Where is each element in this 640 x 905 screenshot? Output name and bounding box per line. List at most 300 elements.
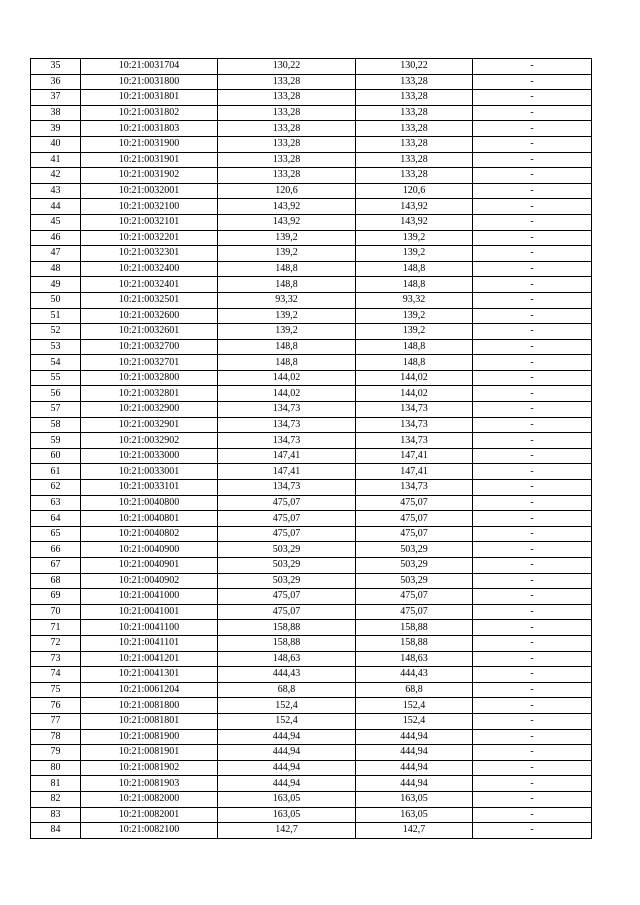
- note-cell: -: [473, 121, 592, 137]
- value-a-cell: 139,2: [218, 246, 356, 262]
- row-number-cell: 57: [31, 402, 81, 418]
- table-row: [31, 480, 592, 496]
- row-number-cell: 70: [31, 604, 81, 620]
- value-a-cell: 134,73: [218, 480, 356, 496]
- note-cell: -: [473, 214, 592, 230]
- row-number-cell: 58: [31, 417, 81, 433]
- value-a-cell: 68,8: [218, 682, 356, 698]
- value-a-cell: 444,94: [218, 729, 356, 745]
- cadastral-number-cell: 10:21:0061204: [81, 682, 218, 698]
- note-cell: -: [473, 511, 592, 527]
- note-cell: -: [473, 292, 592, 308]
- row-number-cell: 84: [31, 823, 81, 839]
- row-number-cell: 80: [31, 760, 81, 776]
- table-row: [31, 698, 592, 714]
- value-a-cell: 158,88: [218, 635, 356, 651]
- cadastral-number-cell: 10:21:0081900: [81, 729, 218, 745]
- table-row: [31, 74, 592, 90]
- value-b-cell: 139,2: [356, 324, 473, 340]
- row-number-cell: 73: [31, 651, 81, 667]
- cadastral-number-cell: 10:21:0031801: [81, 90, 218, 106]
- table-row: [31, 823, 592, 839]
- value-a-cell: 163,05: [218, 807, 356, 823]
- row-number-cell: 59: [31, 433, 81, 449]
- cadastral-number-cell: 10:21:0031900: [81, 136, 218, 152]
- table-row: [31, 511, 592, 527]
- cadastral-number-cell: 10:21:0032901: [81, 417, 218, 433]
- cadastral-number-cell: 10:21:0032601: [81, 324, 218, 340]
- cadastral-number-cell: 10:21:0041001: [81, 604, 218, 620]
- value-b-cell: 134,73: [356, 433, 473, 449]
- cadastral-number-cell: 10:21:0081903: [81, 776, 218, 792]
- value-b-cell: 444,94: [356, 760, 473, 776]
- row-number-cell: 39: [31, 121, 81, 137]
- note-cell: -: [473, 542, 592, 558]
- value-a-cell: 475,07: [218, 526, 356, 542]
- table-row: [31, 370, 592, 386]
- value-b-cell: 475,07: [356, 604, 473, 620]
- row-number-cell: 61: [31, 464, 81, 480]
- value-b-cell: 133,28: [356, 168, 473, 184]
- cadastral-number-cell: 10:21:0031800: [81, 74, 218, 90]
- value-a-cell: 133,28: [218, 90, 356, 106]
- value-a-cell: 148,63: [218, 651, 356, 667]
- note-cell: -: [473, 745, 592, 761]
- note-cell: -: [473, 823, 592, 839]
- table-row: [31, 760, 592, 776]
- value-b-cell: 163,05: [356, 791, 473, 807]
- note-cell: -: [473, 74, 592, 90]
- table-row: [31, 495, 592, 511]
- value-b-cell: 158,88: [356, 620, 473, 636]
- note-cell: -: [473, 713, 592, 729]
- cadastral-number-cell: 10:21:0040801: [81, 511, 218, 527]
- note-cell: -: [473, 370, 592, 386]
- cadastral-number-cell: 10:21:0040900: [81, 542, 218, 558]
- row-number-cell: 50: [31, 292, 81, 308]
- cadastral-number-cell: 10:21:0032400: [81, 261, 218, 277]
- value-b-cell: 142,7: [356, 823, 473, 839]
- note-cell: -: [473, 59, 592, 75]
- value-a-cell: 503,29: [218, 558, 356, 574]
- value-b-cell: 133,28: [356, 152, 473, 168]
- table-row: [31, 417, 592, 433]
- table-row: [31, 589, 592, 605]
- row-number-cell: 52: [31, 324, 81, 340]
- table-row: [31, 729, 592, 745]
- cadastral-number-cell: 10:21:0032401: [81, 277, 218, 293]
- value-a-cell: 143,92: [218, 214, 356, 230]
- row-number-cell: 56: [31, 386, 81, 402]
- row-number-cell: 45: [31, 214, 81, 230]
- cadastral-number-cell: 10:21:0040802: [81, 526, 218, 542]
- value-b-cell: 134,73: [356, 480, 473, 496]
- value-b-cell: 148,8: [356, 261, 473, 277]
- cadastral-number-cell: 10:21:0081902: [81, 760, 218, 776]
- table-row: [31, 183, 592, 199]
- row-number-cell: 43: [31, 183, 81, 199]
- cadastral-number-cell: 10:21:0041000: [81, 589, 218, 605]
- cadastral-number-cell: 10:21:0031802: [81, 105, 218, 121]
- table-row: [31, 448, 592, 464]
- table-row: [31, 620, 592, 636]
- value-b-cell: 475,07: [356, 526, 473, 542]
- value-b-cell: 133,28: [356, 74, 473, 90]
- note-cell: -: [473, 324, 592, 340]
- value-b-cell: 120,6: [356, 183, 473, 199]
- note-cell: -: [473, 480, 592, 496]
- cadastral-number-cell: 10:21:0032800: [81, 370, 218, 386]
- table-row: [31, 573, 592, 589]
- value-a-cell: 158,88: [218, 620, 356, 636]
- table-row: [31, 152, 592, 168]
- row-number-cell: 46: [31, 230, 81, 246]
- note-cell: -: [473, 152, 592, 168]
- row-number-cell: 51: [31, 308, 81, 324]
- value-a-cell: 148,8: [218, 355, 356, 371]
- table-row: [31, 713, 592, 729]
- note-cell: -: [473, 791, 592, 807]
- note-cell: -: [473, 199, 592, 215]
- row-number-cell: 40: [31, 136, 81, 152]
- value-a-cell: 134,73: [218, 402, 356, 418]
- value-a-cell: 152,4: [218, 713, 356, 729]
- note-cell: -: [473, 308, 592, 324]
- row-number-cell: 76: [31, 698, 81, 714]
- table-row: [31, 214, 592, 230]
- cadastral-number-cell: 10:21:0040800: [81, 495, 218, 511]
- table-row: [31, 542, 592, 558]
- value-a-cell: 133,28: [218, 74, 356, 90]
- note-cell: -: [473, 277, 592, 293]
- value-a-cell: 130,22: [218, 59, 356, 75]
- row-number-cell: 47: [31, 246, 81, 262]
- note-cell: -: [473, 495, 592, 511]
- value-a-cell: 147,41: [218, 448, 356, 464]
- value-b-cell: 144,02: [356, 370, 473, 386]
- value-b-cell: 158,88: [356, 635, 473, 651]
- value-a-cell: 134,73: [218, 417, 356, 433]
- value-b-cell: 133,28: [356, 121, 473, 137]
- value-a-cell: 93,32: [218, 292, 356, 308]
- cadastral-number-cell: 10:21:0081801: [81, 713, 218, 729]
- table-row: [31, 604, 592, 620]
- value-a-cell: 444,94: [218, 745, 356, 761]
- table-row: [31, 121, 592, 137]
- row-number-cell: 44: [31, 199, 81, 215]
- value-b-cell: 444,94: [356, 729, 473, 745]
- note-cell: -: [473, 386, 592, 402]
- table-row: [31, 745, 592, 761]
- cadastral-number-cell: 10:21:0032900: [81, 402, 218, 418]
- table-row: [31, 168, 592, 184]
- table-row: [31, 246, 592, 262]
- row-number-cell: 75: [31, 682, 81, 698]
- table-row: [31, 90, 592, 106]
- value-a-cell: 148,8: [218, 261, 356, 277]
- note-cell: -: [473, 136, 592, 152]
- value-b-cell: 143,92: [356, 214, 473, 230]
- value-b-cell: 444,43: [356, 667, 473, 683]
- value-b-cell: 152,4: [356, 698, 473, 714]
- value-a-cell: 133,28: [218, 168, 356, 184]
- cadastral-number-cell: 10:21:0032201: [81, 230, 218, 246]
- row-number-cell: 64: [31, 511, 81, 527]
- row-number-cell: 53: [31, 339, 81, 355]
- row-number-cell: 55: [31, 370, 81, 386]
- value-b-cell: 163,05: [356, 807, 473, 823]
- note-cell: -: [473, 667, 592, 683]
- value-b-cell: 133,28: [356, 105, 473, 121]
- cadastral-number-cell: 10:21:0032701: [81, 355, 218, 371]
- value-a-cell: 144,02: [218, 386, 356, 402]
- cadastral-number-cell: 10:21:0041301: [81, 667, 218, 683]
- value-a-cell: 133,28: [218, 121, 356, 137]
- row-number-cell: 83: [31, 807, 81, 823]
- cadastral-number-cell: 10:21:0041201: [81, 651, 218, 667]
- table-row: [31, 807, 592, 823]
- note-cell: -: [473, 448, 592, 464]
- note-cell: -: [473, 807, 592, 823]
- cadastral-number-cell: 10:21:0032100: [81, 199, 218, 215]
- note-cell: -: [473, 230, 592, 246]
- table-row: [31, 433, 592, 449]
- table-row: [31, 651, 592, 667]
- table-row: [31, 526, 592, 542]
- cadastral-number-cell: 10:21:0033101: [81, 480, 218, 496]
- value-a-cell: 133,28: [218, 105, 356, 121]
- row-number-cell: 78: [31, 729, 81, 745]
- value-b-cell: 503,29: [356, 558, 473, 574]
- value-a-cell: 152,4: [218, 698, 356, 714]
- note-cell: -: [473, 573, 592, 589]
- row-number-cell: 54: [31, 355, 81, 371]
- value-a-cell: 147,41: [218, 464, 356, 480]
- row-number-cell: 82: [31, 791, 81, 807]
- value-a-cell: 139,2: [218, 230, 356, 246]
- value-b-cell: 133,28: [356, 136, 473, 152]
- cadastral-number-cell: 10:21:0032600: [81, 308, 218, 324]
- row-number-cell: 63: [31, 495, 81, 511]
- value-b-cell: 130,22: [356, 59, 473, 75]
- value-a-cell: 134,73: [218, 433, 356, 449]
- note-cell: -: [473, 261, 592, 277]
- row-number-cell: 37: [31, 90, 81, 106]
- row-number-cell: 81: [31, 776, 81, 792]
- cadastral-number-cell: 10:21:0040901: [81, 558, 218, 574]
- cadastral-number-cell: 10:21:0041101: [81, 635, 218, 651]
- value-a-cell: 475,07: [218, 604, 356, 620]
- value-a-cell: 503,29: [218, 573, 356, 589]
- table-body: [31, 59, 592, 839]
- note-cell: -: [473, 760, 592, 776]
- value-a-cell: 142,7: [218, 823, 356, 839]
- note-cell: -: [473, 433, 592, 449]
- value-b-cell: 444,94: [356, 745, 473, 761]
- data-table: [30, 58, 592, 839]
- note-cell: -: [473, 526, 592, 542]
- value-a-cell: 475,07: [218, 511, 356, 527]
- value-b-cell: 139,2: [356, 308, 473, 324]
- cadastral-number-cell: 10:21:0032101: [81, 214, 218, 230]
- note-cell: -: [473, 355, 592, 371]
- note-cell: -: [473, 339, 592, 355]
- value-b-cell: 68,8: [356, 682, 473, 698]
- value-b-cell: 148,8: [356, 355, 473, 371]
- table-row: [31, 682, 592, 698]
- value-b-cell: 152,4: [356, 713, 473, 729]
- value-a-cell: 444,43: [218, 667, 356, 683]
- value-b-cell: 503,29: [356, 542, 473, 558]
- row-number-cell: 69: [31, 589, 81, 605]
- value-b-cell: 143,92: [356, 199, 473, 215]
- table-row: [31, 324, 592, 340]
- table-row: [31, 667, 592, 683]
- value-a-cell: 120,6: [218, 183, 356, 199]
- cadastral-number-cell: 10:21:0032501: [81, 292, 218, 308]
- note-cell: -: [473, 635, 592, 651]
- table-row: [31, 308, 592, 324]
- cadastral-number-cell: 10:21:0031901: [81, 152, 218, 168]
- value-b-cell: 134,73: [356, 402, 473, 418]
- row-number-cell: 74: [31, 667, 81, 683]
- value-b-cell: 139,2: [356, 246, 473, 262]
- cadastral-number-cell: 10:21:0032902: [81, 433, 218, 449]
- table-row: [31, 136, 592, 152]
- table-row: [31, 105, 592, 121]
- value-a-cell: 143,92: [218, 199, 356, 215]
- cadastral-number-cell: 10:21:0032301: [81, 246, 218, 262]
- row-number-cell: 49: [31, 277, 81, 293]
- row-number-cell: 62: [31, 480, 81, 496]
- note-cell: -: [473, 698, 592, 714]
- value-b-cell: 148,8: [356, 339, 473, 355]
- value-b-cell: 147,41: [356, 464, 473, 480]
- note-cell: -: [473, 90, 592, 106]
- value-a-cell: 133,28: [218, 152, 356, 168]
- row-number-cell: 41: [31, 152, 81, 168]
- value-b-cell: 93,32: [356, 292, 473, 308]
- note-cell: -: [473, 168, 592, 184]
- row-number-cell: 72: [31, 635, 81, 651]
- cadastral-number-cell: 10:21:0031704: [81, 59, 218, 75]
- note-cell: -: [473, 589, 592, 605]
- note-cell: -: [473, 402, 592, 418]
- note-cell: -: [473, 651, 592, 667]
- row-number-cell: 77: [31, 713, 81, 729]
- row-number-cell: 42: [31, 168, 81, 184]
- value-b-cell: 133,28: [356, 90, 473, 106]
- table-row: [31, 402, 592, 418]
- cadastral-number-cell: 10:21:0033000: [81, 448, 218, 464]
- value-b-cell: 139,2: [356, 230, 473, 246]
- row-number-cell: 79: [31, 745, 81, 761]
- value-b-cell: 144,02: [356, 386, 473, 402]
- table-row: [31, 339, 592, 355]
- value-b-cell: 148,8: [356, 277, 473, 293]
- note-cell: -: [473, 776, 592, 792]
- value-b-cell: 475,07: [356, 589, 473, 605]
- value-a-cell: 139,2: [218, 324, 356, 340]
- note-cell: -: [473, 604, 592, 620]
- value-b-cell: 503,29: [356, 573, 473, 589]
- cadastral-number-cell: 10:21:0082100: [81, 823, 218, 839]
- note-cell: -: [473, 183, 592, 199]
- value-a-cell: 144,02: [218, 370, 356, 386]
- note-cell: -: [473, 620, 592, 636]
- note-cell: -: [473, 682, 592, 698]
- value-b-cell: 475,07: [356, 511, 473, 527]
- table-row: [31, 776, 592, 792]
- value-b-cell: 148,63: [356, 651, 473, 667]
- value-b-cell: 134,73: [356, 417, 473, 433]
- table-row: [31, 277, 592, 293]
- value-a-cell: 139,2: [218, 308, 356, 324]
- value-a-cell: 475,07: [218, 589, 356, 605]
- cadastral-number-cell: 10:21:0032700: [81, 339, 218, 355]
- value-a-cell: 133,28: [218, 136, 356, 152]
- table-row: [31, 230, 592, 246]
- cadastral-number-cell: 10:21:0081800: [81, 698, 218, 714]
- table-row: [31, 791, 592, 807]
- cadastral-number-cell: 10:21:0032801: [81, 386, 218, 402]
- value-a-cell: 148,8: [218, 339, 356, 355]
- row-number-cell: 65: [31, 526, 81, 542]
- table-row: [31, 355, 592, 371]
- value-a-cell: 444,94: [218, 760, 356, 776]
- row-number-cell: 66: [31, 542, 81, 558]
- value-b-cell: 147,41: [356, 448, 473, 464]
- table-row: [31, 386, 592, 402]
- row-number-cell: 36: [31, 74, 81, 90]
- note-cell: -: [473, 464, 592, 480]
- value-a-cell: 163,05: [218, 791, 356, 807]
- table-row: [31, 261, 592, 277]
- note-cell: -: [473, 729, 592, 745]
- row-number-cell: 71: [31, 620, 81, 636]
- table-row: [31, 558, 592, 574]
- cadastral-number-cell: 10:21:0041100: [81, 620, 218, 636]
- value-a-cell: 475,07: [218, 495, 356, 511]
- table-row: [31, 199, 592, 215]
- note-cell: -: [473, 417, 592, 433]
- table-row: [31, 59, 592, 75]
- row-number-cell: 60: [31, 448, 81, 464]
- row-number-cell: 67: [31, 558, 81, 574]
- cadastral-number-cell: 10:21:0082001: [81, 807, 218, 823]
- table-row: [31, 635, 592, 651]
- value-b-cell: 475,07: [356, 495, 473, 511]
- table-row: [31, 464, 592, 480]
- row-number-cell: 38: [31, 105, 81, 121]
- cadastral-number-cell: 10:21:0040902: [81, 573, 218, 589]
- row-number-cell: 68: [31, 573, 81, 589]
- note-cell: -: [473, 246, 592, 262]
- cadastral-number-cell: 10:21:0081901: [81, 745, 218, 761]
- cadastral-number-cell: 10:21:0031902: [81, 168, 218, 184]
- value-a-cell: 444,94: [218, 776, 356, 792]
- note-cell: -: [473, 558, 592, 574]
- table-row: [31, 292, 592, 308]
- cadastral-number-cell: 10:21:0082000: [81, 791, 218, 807]
- cadastral-number-cell: 10:21:0031803: [81, 121, 218, 137]
- value-b-cell: 444,94: [356, 776, 473, 792]
- cadastral-number-cell: 10:21:0033001: [81, 464, 218, 480]
- value-a-cell: 148,8: [218, 277, 356, 293]
- row-number-cell: 35: [31, 59, 81, 75]
- value-a-cell: 503,29: [218, 542, 356, 558]
- cadastral-number-cell: 10:21:0032001: [81, 183, 218, 199]
